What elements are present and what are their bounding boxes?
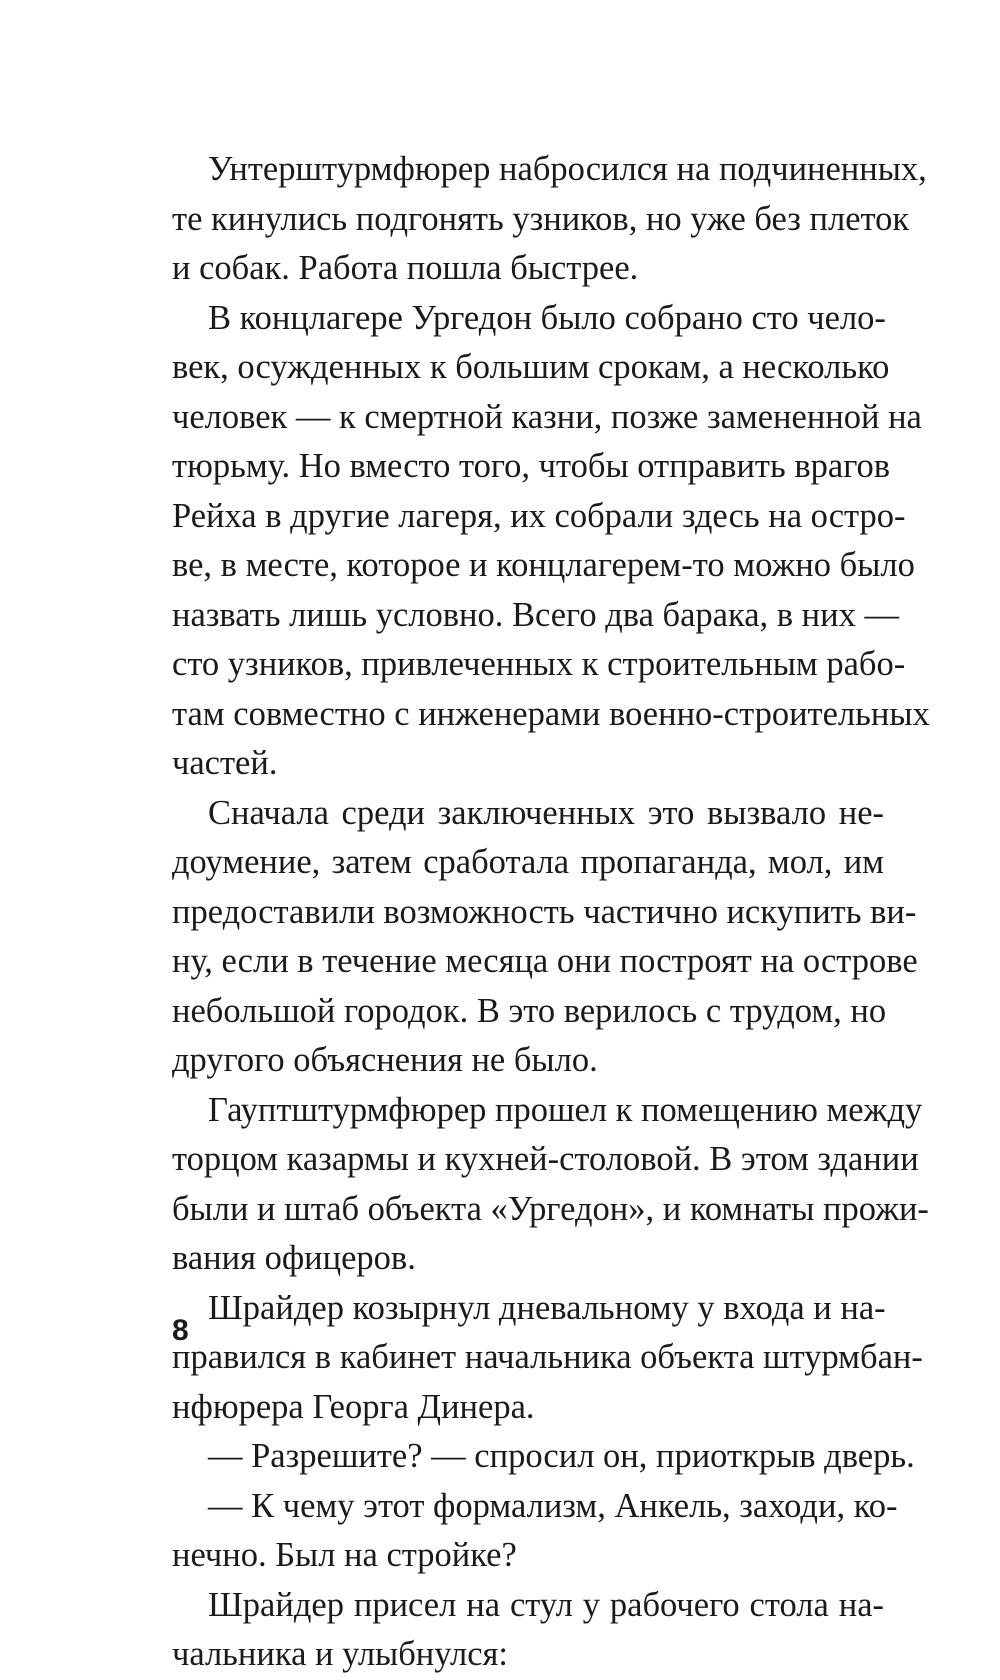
paragraph bbox=[172, 1581, 884, 1680]
paragraph bbox=[172, 145, 927, 294]
text-line: Шрайдер присел на стул у рабочего стола на- bbox=[208, 1585, 884, 1624]
page-number: 8 bbox=[172, 1314, 189, 1347]
text-line: сто узников, привлеченных к строительным рабо- bbox=[172, 645, 906, 683]
paragraph bbox=[172, 789, 918, 1086]
text-line: чальника и улыбнулся: bbox=[172, 1635, 508, 1673]
text-line: Шрайдер козырнул дневальному у входа и на- bbox=[208, 1288, 886, 1327]
text-line: назвать лишь условно. Всего два барака, в них — bbox=[172, 595, 899, 634]
paragraph bbox=[172, 294, 930, 789]
text-line: и собак. Работа пошла быстрее. bbox=[172, 249, 639, 287]
text-line: те кинулись подгонять узников, но уже без плеток bbox=[172, 199, 910, 238]
text-line: были и штаб объекта «Ургедон», и комнаты прожи- bbox=[172, 1189, 929, 1228]
text-line: Гауптштурмфюрер прошел к помещению между bbox=[208, 1090, 923, 1129]
text-line: торцом казармы и кухней-столовой. В этом здании bbox=[172, 1140, 919, 1178]
text-line: доумение, затем сработала пропаганда, мол, им bbox=[172, 843, 884, 881]
text-line: тюрьму. Но вместо того, чтобы отправить врагов bbox=[172, 447, 891, 485]
text-line: ве, в месте, которое и концлагерем-то можно было bbox=[172, 546, 915, 584]
text-line: человек — к смертной казни, позже замененной на bbox=[172, 397, 922, 436]
text-line: Сначала среди заключенных это вызвало не- bbox=[208, 793, 884, 832]
text-line: Рейха в другие лагеря, их собрали здесь на остро- bbox=[172, 496, 906, 535]
text-line: частей. bbox=[172, 744, 278, 782]
text-line: В концлагере Ургедон было собрано сто чело- bbox=[208, 298, 886, 337]
paragraph bbox=[172, 1284, 923, 1433]
text-line: нфюрера Георга Динера. bbox=[172, 1387, 535, 1426]
text-line: ну, если в течение месяца они построят на острове bbox=[172, 942, 918, 980]
text-line: — К чему этот формализм, Анкель, заходи, ко- bbox=[208, 1486, 898, 1525]
paragraph bbox=[172, 1482, 898, 1581]
paragraph bbox=[172, 1432, 915, 1482]
text-line: другого объяснения не было. bbox=[172, 1041, 598, 1079]
text-line: там совместно с инженерами военно-строительных bbox=[172, 694, 930, 733]
text-line: правился в кабинет начальника объекта штурмбан- bbox=[172, 1338, 923, 1376]
text-line: небольшой городок. В это верилось с трудом, но bbox=[172, 991, 887, 1030]
text-line: предоставили возможность частично искупить ви- bbox=[172, 892, 917, 931]
text-line: — Разрешите? — спросил он, приоткрыв дверь. bbox=[208, 1437, 915, 1475]
body-text bbox=[172, 145, 930, 1680]
text-line: век, осужденных к большим срокам, а несколько bbox=[172, 348, 890, 386]
paragraph bbox=[172, 1086, 929, 1284]
text-line: вания офицеров. bbox=[172, 1239, 416, 1277]
text-line: Унтерштурмфюрер набросился на подчиненных, bbox=[208, 150, 927, 188]
text-line: нечно. Был на стройке? bbox=[172, 1536, 517, 1574]
